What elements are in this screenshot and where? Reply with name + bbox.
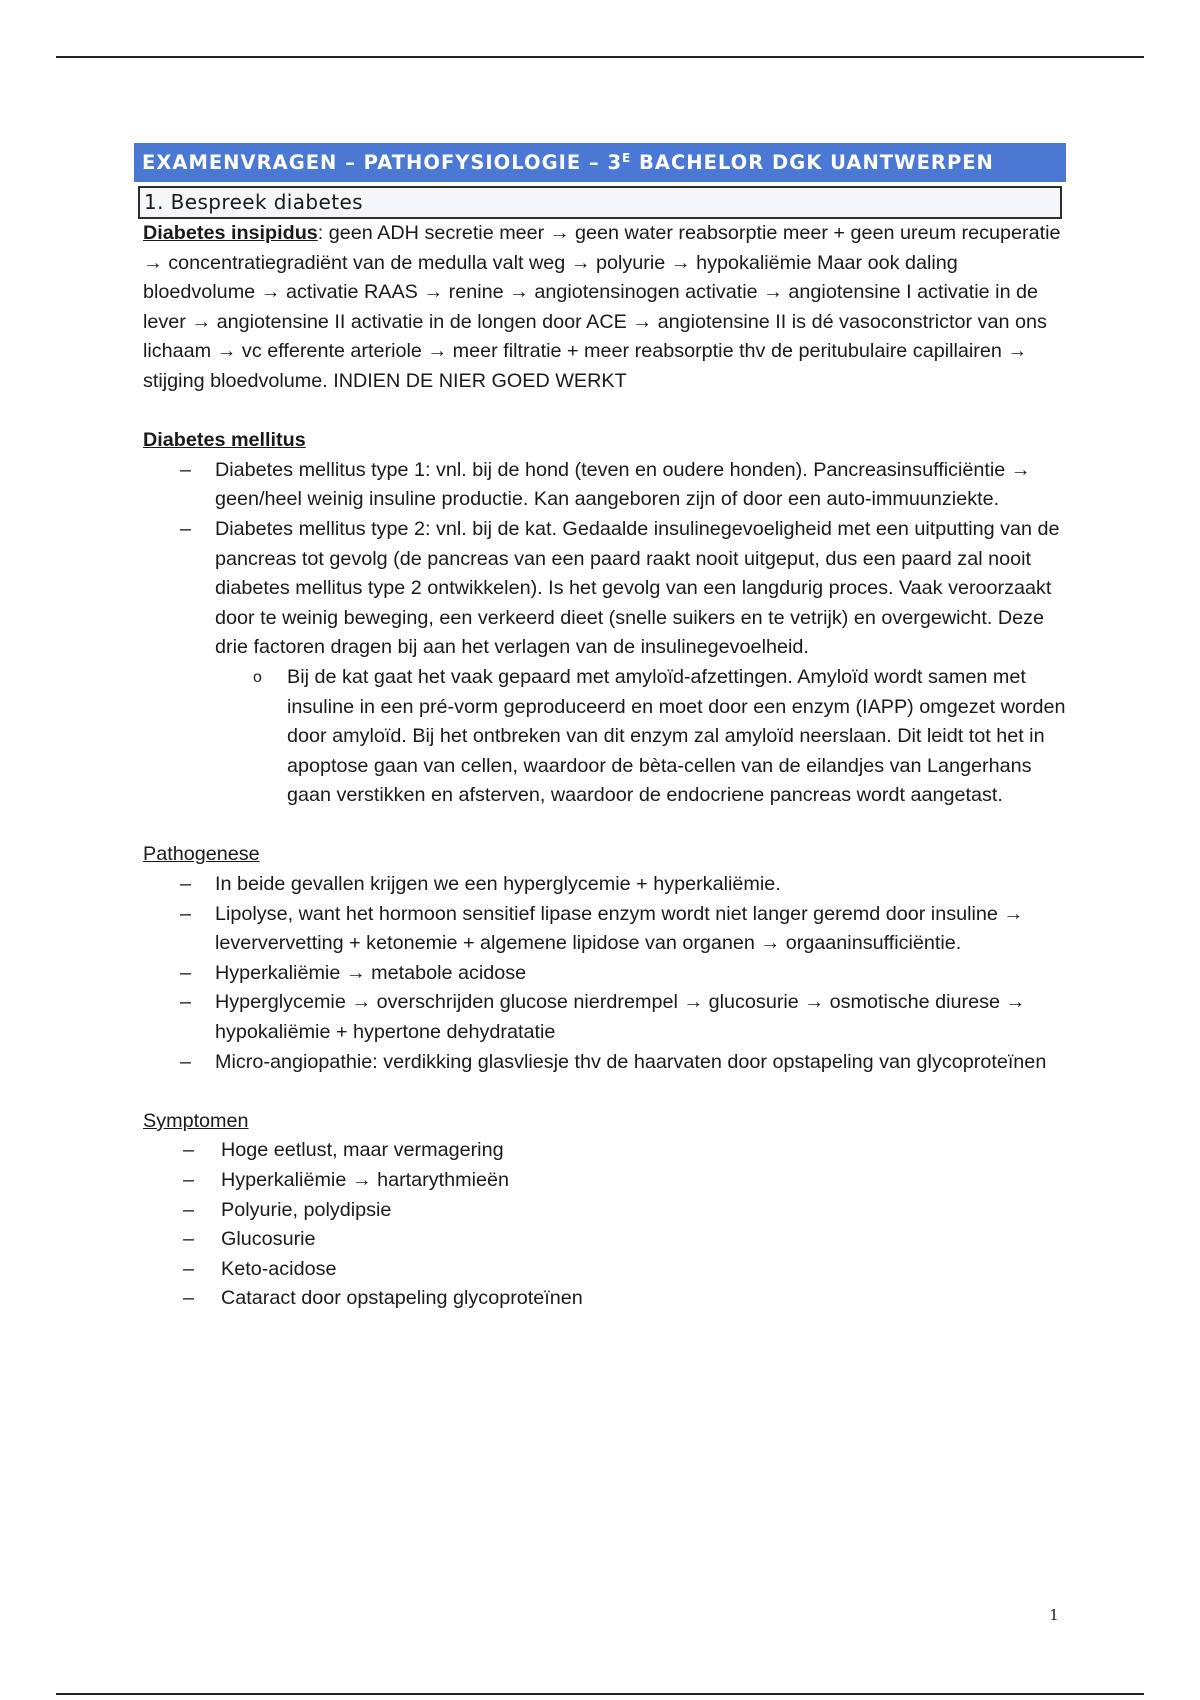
mellitus-sublist bbox=[215, 663, 1068, 811]
list-item: – Micro-angiopathie: verdikking glasvliesje thv de haarvaten door opstapeling van glycoproteïnen bbox=[143, 1048, 1068, 1078]
insipidus-paragraph bbox=[143, 219, 1068, 397]
pathogenese-heading: Pathogenese bbox=[143, 843, 260, 866]
mellitus-list bbox=[143, 456, 1068, 811]
title-superscript: E bbox=[622, 151, 632, 165]
list-item: – Hoge eetlust, maar vermagering bbox=[143, 1136, 1068, 1166]
page-number: 1 bbox=[1049, 1606, 1059, 1624]
top-rule bbox=[56, 56, 1144, 58]
list-item: – Diabetes mellitus type 1: vnl. bij de hond (teven en oudere honden). Pancreasinsufficiëntie → geen/heel weinig insuline productie. Kan aangeboren zijn of door een auto-immuunziekte. bbox=[143, 456, 1068, 515]
list-item: – Lipolyse, want het hormoon sensitief lipase enzym wordt niet langer geremd door insuline → leververvetting + ketonemie + algemene lipidose van organen → orgaaninsufficiëntie. bbox=[143, 900, 1068, 959]
list-item: – Hyperglycemie → overschrijden glucose nierdrempel → glucosurie → osmotische diurese → hypokaliëmie + hypertone dehydratatie bbox=[143, 988, 1068, 1047]
list-item: – In beide gevallen krijgen we een hyperglycemie + hyperkaliëmie. bbox=[143, 870, 1068, 900]
title-text: EXAMENVRAGEN – PATHOFYSIOLOGIE – 3 bbox=[142, 151, 623, 174]
insipidus-term: Diabetes insipidus bbox=[143, 222, 318, 244]
title-text-end: BACHELOR DGK UANTWERPEN bbox=[631, 151, 994, 174]
symptomen-list bbox=[143, 1136, 1068, 1314]
list-item: – Polyurie, polydipsie bbox=[143, 1196, 1068, 1226]
sub-list-item: o Bij de kat gaat het vaak gepaard met amyloïd-afzettingen. Amyloïd wordt samen met insuline in een pré-vorm geproduceerd en moet door een enzym (IAPP) omgezet worden door amyloïd. Bij het ontbreken van dit enzym zal amyloïd neerslaan. Dit leidt tot het in apoptose gaan van cellen, waardoor de bèta-cellen van de eilandjes van Langerhans gaan verstikken en afsterven, waardoor de endocriene pancreas wordt aangetast. bbox=[215, 663, 1068, 811]
document-body bbox=[143, 219, 1068, 1314]
mellitus-heading: Diabetes mellitus bbox=[143, 429, 306, 452]
list-item: – Hyperkaliëmie → hartarythmieën bbox=[143, 1166, 1068, 1196]
list-item: – Keto-acidose bbox=[143, 1255, 1068, 1285]
question-heading: 1. Bespreek diabetes bbox=[138, 186, 1062, 219]
list-item: – Cataract door opstapeling glycoproteïnen bbox=[143, 1284, 1068, 1314]
document-title-bar bbox=[134, 143, 1066, 182]
list-item: – Hyperkaliëmie → metabole acidose bbox=[143, 959, 1068, 989]
bottom-rule bbox=[56, 1693, 1144, 1695]
list-item: – Glucosurie bbox=[143, 1225, 1068, 1255]
insipidus-text: : geen ADH secretie meer → geen water reabsorptie meer + geen ureum recuperatie → concentratiegradiënt van de medulla valt weg → polyurie → hypokaliëmie Maar ook daling bloedvolume → activatie RAAS → renine → angiotensinogen activatie → angiotensine I activatie in de lever → angiotensine II activatie in de longen door ACE → angiotensine II is dé vasoconstrictor van ons lichaam → vc efferente arteriole → meer filtratie + meer reabsorptie thv de peritubulaire capillairen → stijging bloedvolume. INDIEN DE NIER GOED WERKT bbox=[143, 222, 1061, 392]
symptomen-heading: Symptomen bbox=[143, 1109, 249, 1132]
pathogenese-list bbox=[143, 870, 1068, 1077]
list-item: – Diabetes mellitus type 2: vnl. bij de kat. Gedaalde insulinegevoeligheid met een uitputting van de pancreas tot gevolg (de pancreas van een paard raakt nooit uitgeput, dus een paard zal nooit diabetes mellitus type 2 ontwikkelen). Is het gevolg van een langdurig proces. Vaak veroorzaakt door te weinig beweging, een verkeerd dieet (snelle suikers en te vetrijk) en overgewicht. Deze drie factoren dragen bij aan het verlagen van de insulinegevoelheid. o Bij de kat gaat het vaak gepaard met amyloïd-afzettingen. Amyloïd wordt samen met insuline in een pré-vorm geproduceerd en moet door een enzym (IAPP) omgezet worden door amyloïd. Bij het ontbreken van dit enzym zal amyloïd neerslaan. Dit leidt tot het in apoptose gaan van cellen, waardoor de bèta-cellen van de eilandjes van Langerhans gaan verstikken en afsterven, waardoor de endocriene pancreas wordt aangetast. bbox=[143, 515, 1068, 811]
